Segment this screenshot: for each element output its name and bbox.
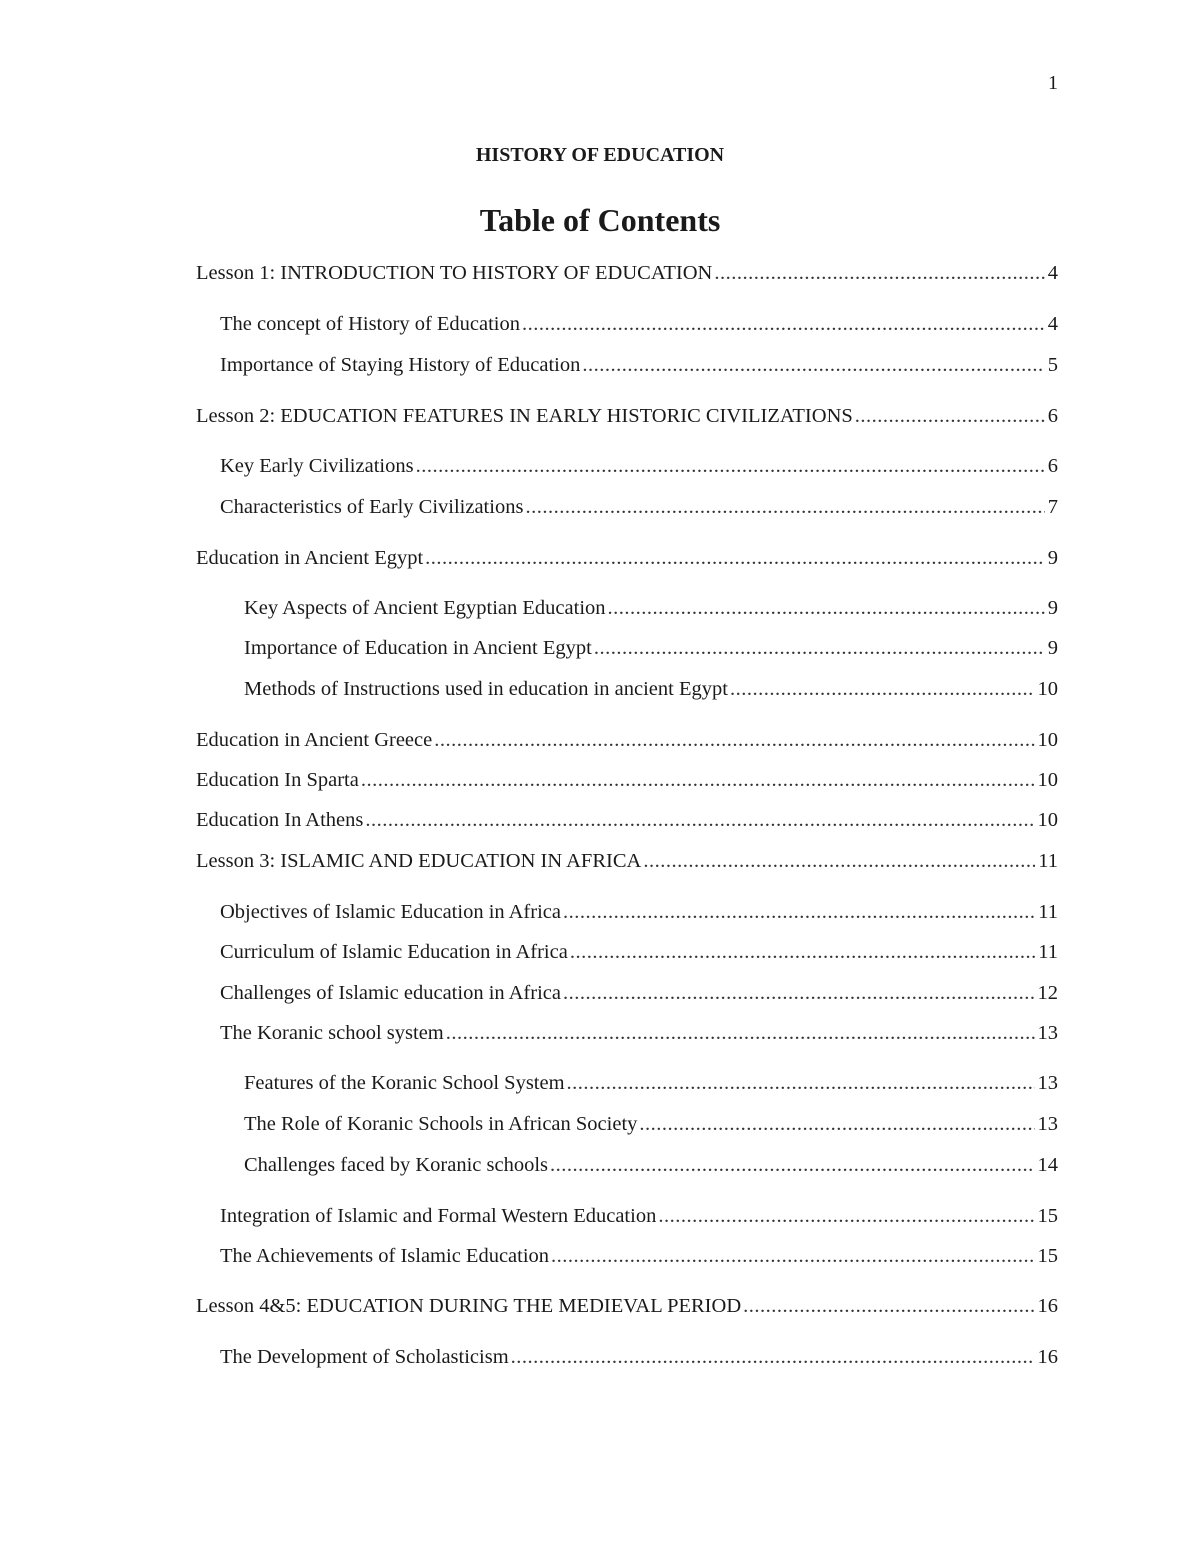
toc-entry-page: 10 — [1037, 769, 1058, 791]
toc-entry-label: Lesson 4&5: EDUCATION DURING THE MEDIEVAL PERIOD — [196, 1295, 742, 1317]
toc-entry-page: 9 — [1047, 547, 1058, 569]
dot-leader — [425, 545, 1045, 571]
toc-entry-lesson-4-5[interactable] — [196, 1293, 1058, 1319]
dot-leader — [855, 403, 1045, 429]
toc-entry[interactable] — [220, 939, 1058, 965]
toc-entry[interactable] — [220, 1344, 1058, 1370]
toc-entry[interactable] — [220, 311, 1058, 337]
toc-entry-page: 16 — [1037, 1346, 1058, 1368]
toc-entry[interactable] — [244, 1070, 1058, 1096]
toc-entry-page: 4 — [1047, 262, 1058, 284]
toc-entry[interactable] — [220, 1020, 1058, 1046]
page-number: 1 — [1048, 72, 1058, 94]
toc-entry[interactable] — [244, 635, 1058, 661]
toc-entry-page: 11 — [1038, 901, 1058, 923]
toc-entry[interactable] — [196, 545, 1058, 571]
toc-entry[interactable] — [220, 980, 1058, 1006]
dot-leader — [522, 311, 1045, 337]
toc-entry-page: 4 — [1047, 313, 1058, 335]
dot-leader — [511, 1344, 1035, 1370]
toc-entry[interactable] — [196, 767, 1058, 793]
dot-leader — [658, 1203, 1034, 1229]
toc-entry-label: Education In Athens — [196, 809, 364, 831]
dot-leader — [582, 352, 1044, 378]
toc-entry-page: 14 — [1037, 1154, 1058, 1176]
toc-entry-page: 10 — [1037, 678, 1058, 700]
toc-entry-label: The concept of History of Education — [220, 313, 521, 335]
dot-leader — [434, 727, 1034, 753]
toc-entry[interactable] — [244, 1152, 1058, 1178]
toc-entry-page: 6 — [1047, 455, 1058, 477]
toc-entry-page: 12 — [1037, 982, 1058, 1004]
toc-entry-label: Challenges faced by Koranic schools — [244, 1154, 548, 1176]
toc-entry-label: Lesson 3: ISLAMIC AND EDUCATION IN AFRICA — [196, 850, 642, 872]
toc-entry-page: 13 — [1037, 1113, 1058, 1135]
toc-entry-label: Education in Ancient Greece — [196, 729, 433, 751]
toc-entry-page: 13 — [1037, 1072, 1058, 1094]
dot-leader — [608, 595, 1045, 621]
toc-entry-page: 15 — [1037, 1245, 1058, 1267]
dot-leader — [550, 1152, 1035, 1178]
toc-entry-page: 9 — [1047, 637, 1058, 659]
document-title: HISTORY OF EDUCATION — [475, 144, 725, 166]
toc-entry-page: 15 — [1037, 1205, 1058, 1227]
dot-leader — [525, 494, 1044, 520]
dot-leader — [594, 635, 1045, 661]
dot-leader — [446, 1020, 1035, 1046]
toc-entry-label: The Development of Scholasticism — [220, 1346, 509, 1368]
dot-leader — [551, 1243, 1034, 1269]
toc-entry-label: Education in Ancient Egypt — [196, 547, 424, 569]
toc-entry-label: Curriculum of Islamic Education in Africa — [220, 941, 568, 963]
toc-entry-label: The Koranic school system — [220, 1022, 444, 1044]
toc-entry-page: 10 — [1037, 809, 1058, 831]
toc-entry[interactable] — [244, 1111, 1058, 1137]
toc-entry-label: Features of the Koranic School System — [244, 1072, 565, 1094]
dot-leader — [643, 848, 1035, 874]
toc-entry-label: Integration of Islamic and Formal Western Education — [220, 1205, 657, 1227]
toc-entry-lesson-3[interactable] — [196, 848, 1058, 874]
toc-entry-label: The Role of Koranic Schools in African Society — [244, 1113, 638, 1135]
dot-leader — [714, 260, 1044, 286]
toc-entry-label: The Achievements of Islamic Education — [220, 1245, 550, 1267]
dot-leader — [563, 899, 1035, 925]
toc-entry[interactable] — [244, 595, 1058, 621]
toc-entry-label: Key Aspects of Ancient Egyptian Education — [244, 597, 606, 619]
toc-entry-page: 5 — [1047, 354, 1058, 376]
toc-entry-label: Objectives of Islamic Education in Africa — [220, 901, 561, 923]
toc-entry-label: Characteristics of Early Civilizations — [220, 496, 524, 518]
dot-leader — [416, 453, 1045, 479]
toc-entry-page: 11 — [1038, 941, 1058, 963]
toc-entry-page: 16 — [1037, 1295, 1058, 1317]
toc-heading: Table of Contents — [479, 202, 721, 238]
toc-entry[interactable] — [220, 494, 1058, 520]
toc-entry-lesson-1[interactable] — [196, 260, 1058, 286]
toc-entry-lesson-2[interactable] — [196, 403, 1058, 429]
dot-leader — [730, 676, 1035, 702]
toc-entry[interactable] — [220, 352, 1058, 378]
dot-leader — [563, 980, 1035, 1006]
toc-entry-page: 7 — [1047, 496, 1058, 518]
toc-entry-label: Key Early Civilizations — [220, 455, 414, 477]
toc-entry-page: 11 — [1038, 850, 1058, 872]
toc-entry-page: 9 — [1047, 597, 1058, 619]
dot-leader — [639, 1111, 1034, 1137]
toc-entry-label: Importance of Education in Ancient Egypt — [244, 637, 592, 659]
toc-entry[interactable] — [196, 807, 1058, 833]
toc-entry[interactable] — [196, 727, 1058, 753]
toc-entry-label: Challenges of Islamic education in Africa — [220, 982, 561, 1004]
toc-entry-label: Lesson 2: EDUCATION FEATURES IN EARLY HISTORIC CIVILIZATIONS — [196, 405, 853, 427]
toc-entry-page: 13 — [1037, 1022, 1058, 1044]
toc-entry-label: Importance of Staying History of Education — [220, 354, 581, 376]
toc-entry[interactable] — [244, 676, 1058, 702]
toc-entry[interactable] — [220, 899, 1058, 925]
dot-leader — [365, 807, 1034, 833]
toc-entry-label: Methods of Instructions used in education in ancient Egypt — [244, 678, 728, 700]
toc-entry[interactable] — [220, 453, 1058, 479]
dot-leader — [361, 767, 1035, 793]
dot-leader — [567, 1070, 1035, 1096]
toc-entry[interactable] — [220, 1203, 1058, 1229]
toc-entry-label: Education In Sparta — [196, 769, 359, 791]
toc-entry-label: Lesson 1: INTRODUCTION TO HISTORY OF EDUCATION — [196, 262, 713, 284]
toc-entry-page: 10 — [1037, 729, 1058, 751]
dot-leader — [570, 939, 1035, 965]
toc-entry-page: 6 — [1047, 405, 1058, 427]
toc-entry[interactable] — [220, 1243, 1058, 1269]
dot-leader — [743, 1293, 1034, 1319]
